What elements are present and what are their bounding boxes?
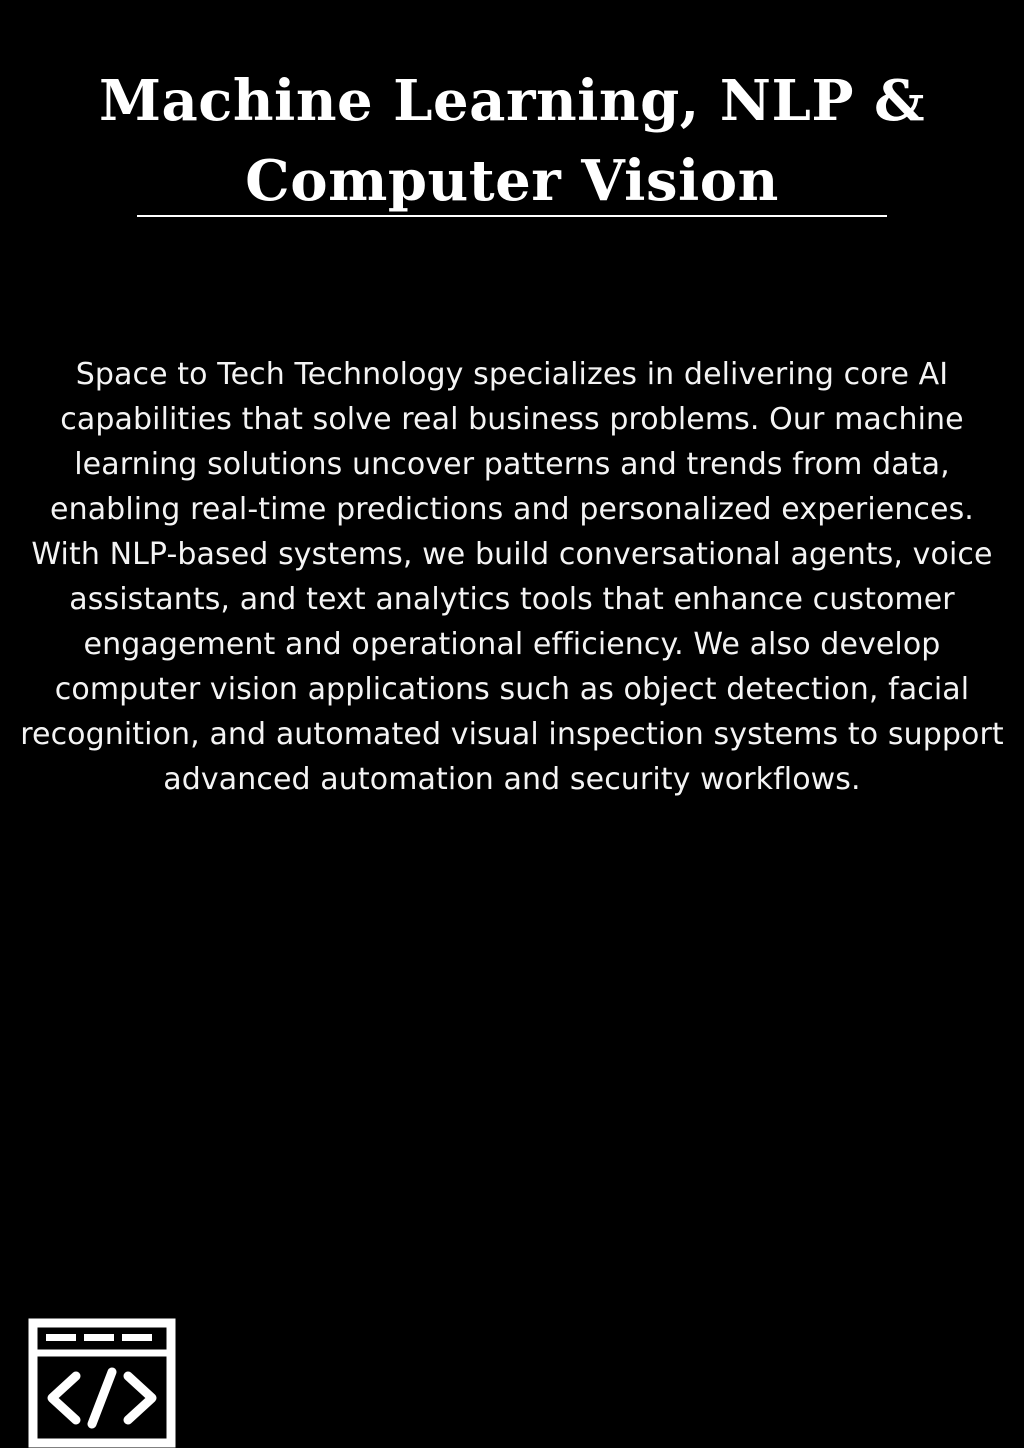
content-section (0, 352, 1024, 802)
page-header (0, 62, 1024, 217)
description-paragraph: Space to Tech Technology specializes in delivering core AI capabilities that solve real business problems. Our machine learning solutions uncover patterns and trends from data, enabling real-time predictions and personalized experiences. With NLP-based systems, we build conversational agents, voice assistants, and text analytics tools that enhance customer engagement and operational efficiency. We also develop computer vision applications such as object detection, facial recognition, and automated visual inspection systems to support advanced automation and security workflows. (20, 357, 1004, 797)
code-window-icon (28, 1318, 176, 1448)
page-title: Machine Learning, NLP & Computer Vision (98, 68, 926, 214)
